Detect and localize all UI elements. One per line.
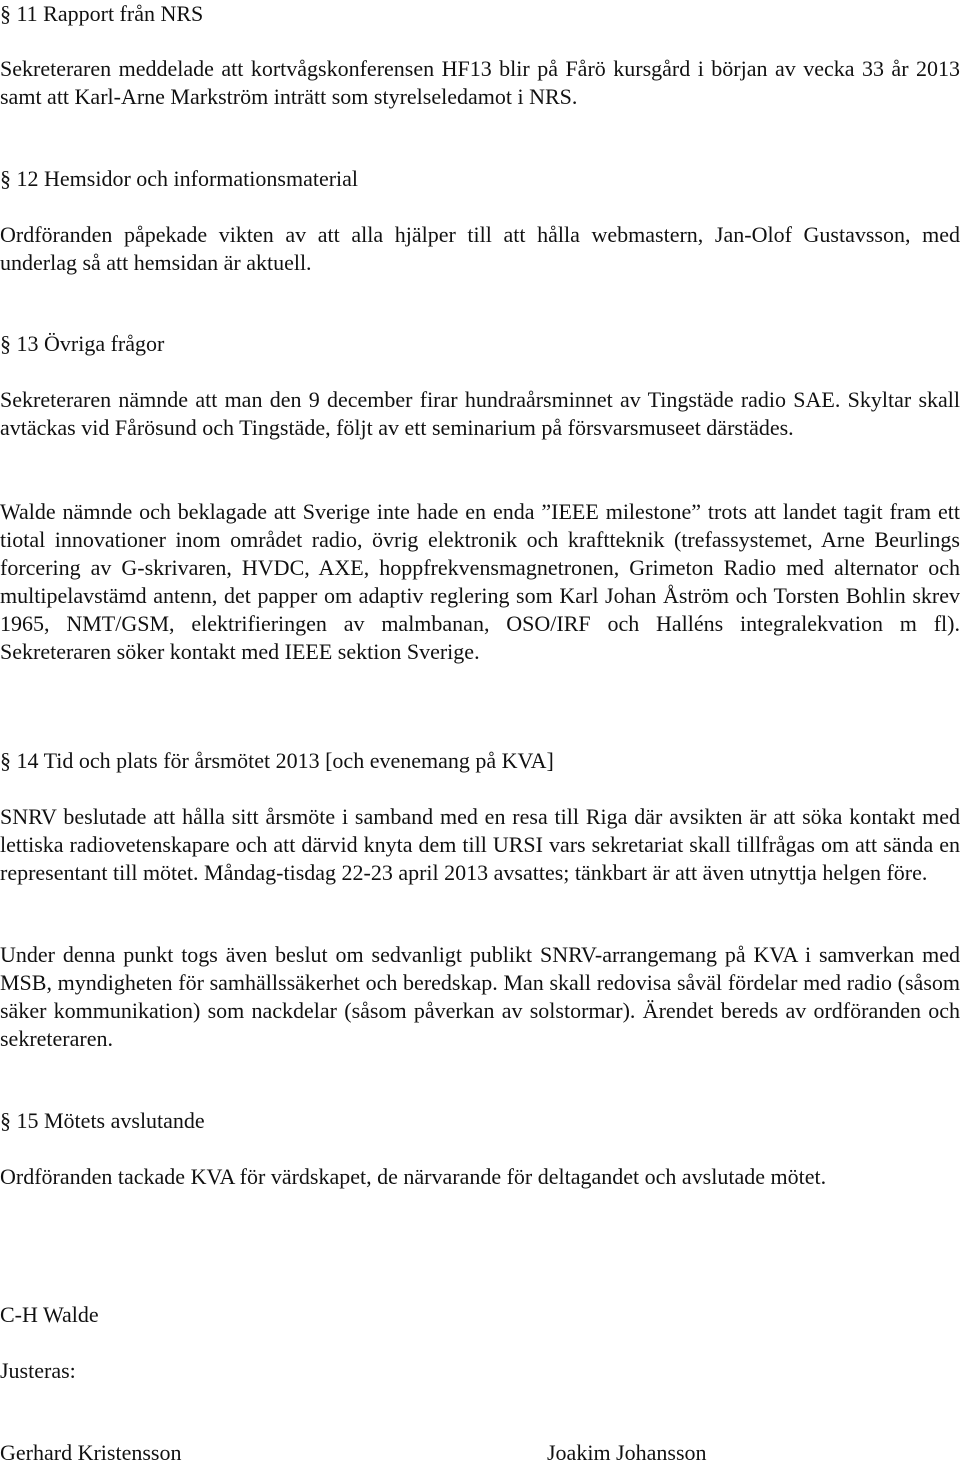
signer-right: Joakim Johansson <box>547 1440 707 1465</box>
paragraph-11-1: Sekreteraren meddelade att kortvågskonferensen HF13 blir på Fårö kursgård i början av vecka 33 år 2013 samt att Karl-Arne Markström inträtt som styrelseledamot i NRS. <box>0 56 960 109</box>
paragraph-12-1: Ordföranden påpekade vikten av att alla hjälper till att hålla webmastern, Jan-Olof Gustavsson, med underlag så att hemsidan är aktuell. <box>0 222 960 275</box>
section-heading-14: § 14 Tid och plats för årsmötet 2013 [och evenemang på KVA] <box>0 748 554 773</box>
section-heading-12: § 12 Hemsidor och informationsmaterial <box>0 166 359 191</box>
paragraph-13-2: Walde nämnde och beklagade att Sverige inte hade en enda ”IEEE milestone” trots att landet tagit fram ett tiotal innovationer inom området radio, övrig elektronik och kraftteknik (trefassystemet, Arne Beurlings forcering av G-skrivaren, HVDC, AXE, hoppfrekvensmagnetronen, Grimeton Radio med alternator och multipelavstämd antenn, det papper om adaptiv reglering som Karl Johan Åström och Torsten Bohlin skrev 1965, NMT/GSM, elektrifieringen av malmbanan, OSO/IRF och Halléns integralekvation m fl). Sekreteraren söker kontakt med IEEE sektion Sverige. <box>0 499 960 664</box>
adjusted-label: Justeras: <box>0 1358 76 1383</box>
section-heading-13: § 13 Övriga frågor <box>0 331 165 356</box>
paragraph-14-1: SNRV beslutade att hålla sitt årsmöte i samband med en resa till Riga där avsikten är att söka kontakt med lettiska radiovetenskapare och att därvid knyta dem till URSI vars sekretariat skall tillfrågas om att sända en representant till mötet. Måndag-tisdag 22-23 april 2013 avsattes; tänkbart är att även utnyttja helgen före. <box>0 804 960 885</box>
author-signature: C-H Walde <box>0 1302 99 1327</box>
signer-left: Gerhard Kristensson <box>0 1440 182 1465</box>
section-heading-11: § 11 Rapport från NRS <box>0 1 204 26</box>
paragraph-15-1: Ordföranden tackade KVA för värdskapet, de närvarande för deltagandet och avslutade mötet. <box>0 1164 827 1189</box>
paragraph-13-1: Sekreteraren nämnde att man den 9 december firar hundraårsminnet av Tingstäde radio SAE. Skyltar skall avtäckas vid Fårösund och Tingstäde, följt av ett seminarium på försvarsmuseet därstädes. <box>0 387 960 440</box>
section-heading-15: § 15 Mötets avslutande <box>0 1108 205 1133</box>
paragraph-14-2: Under denna punkt togs även beslut om sedvanligt publikt SNRV-arrangemang på KVA i samverkan med MSB, myndigheten för samhällssäkerhet och beredskap. Man skall redovisa såväl fördelar med radio (såsom säker kommunikation) som nackdelar (såsom påverkan av solstormar). Ärendet bereds av ordföranden och sekreteraren. <box>0 942 960 1051</box>
